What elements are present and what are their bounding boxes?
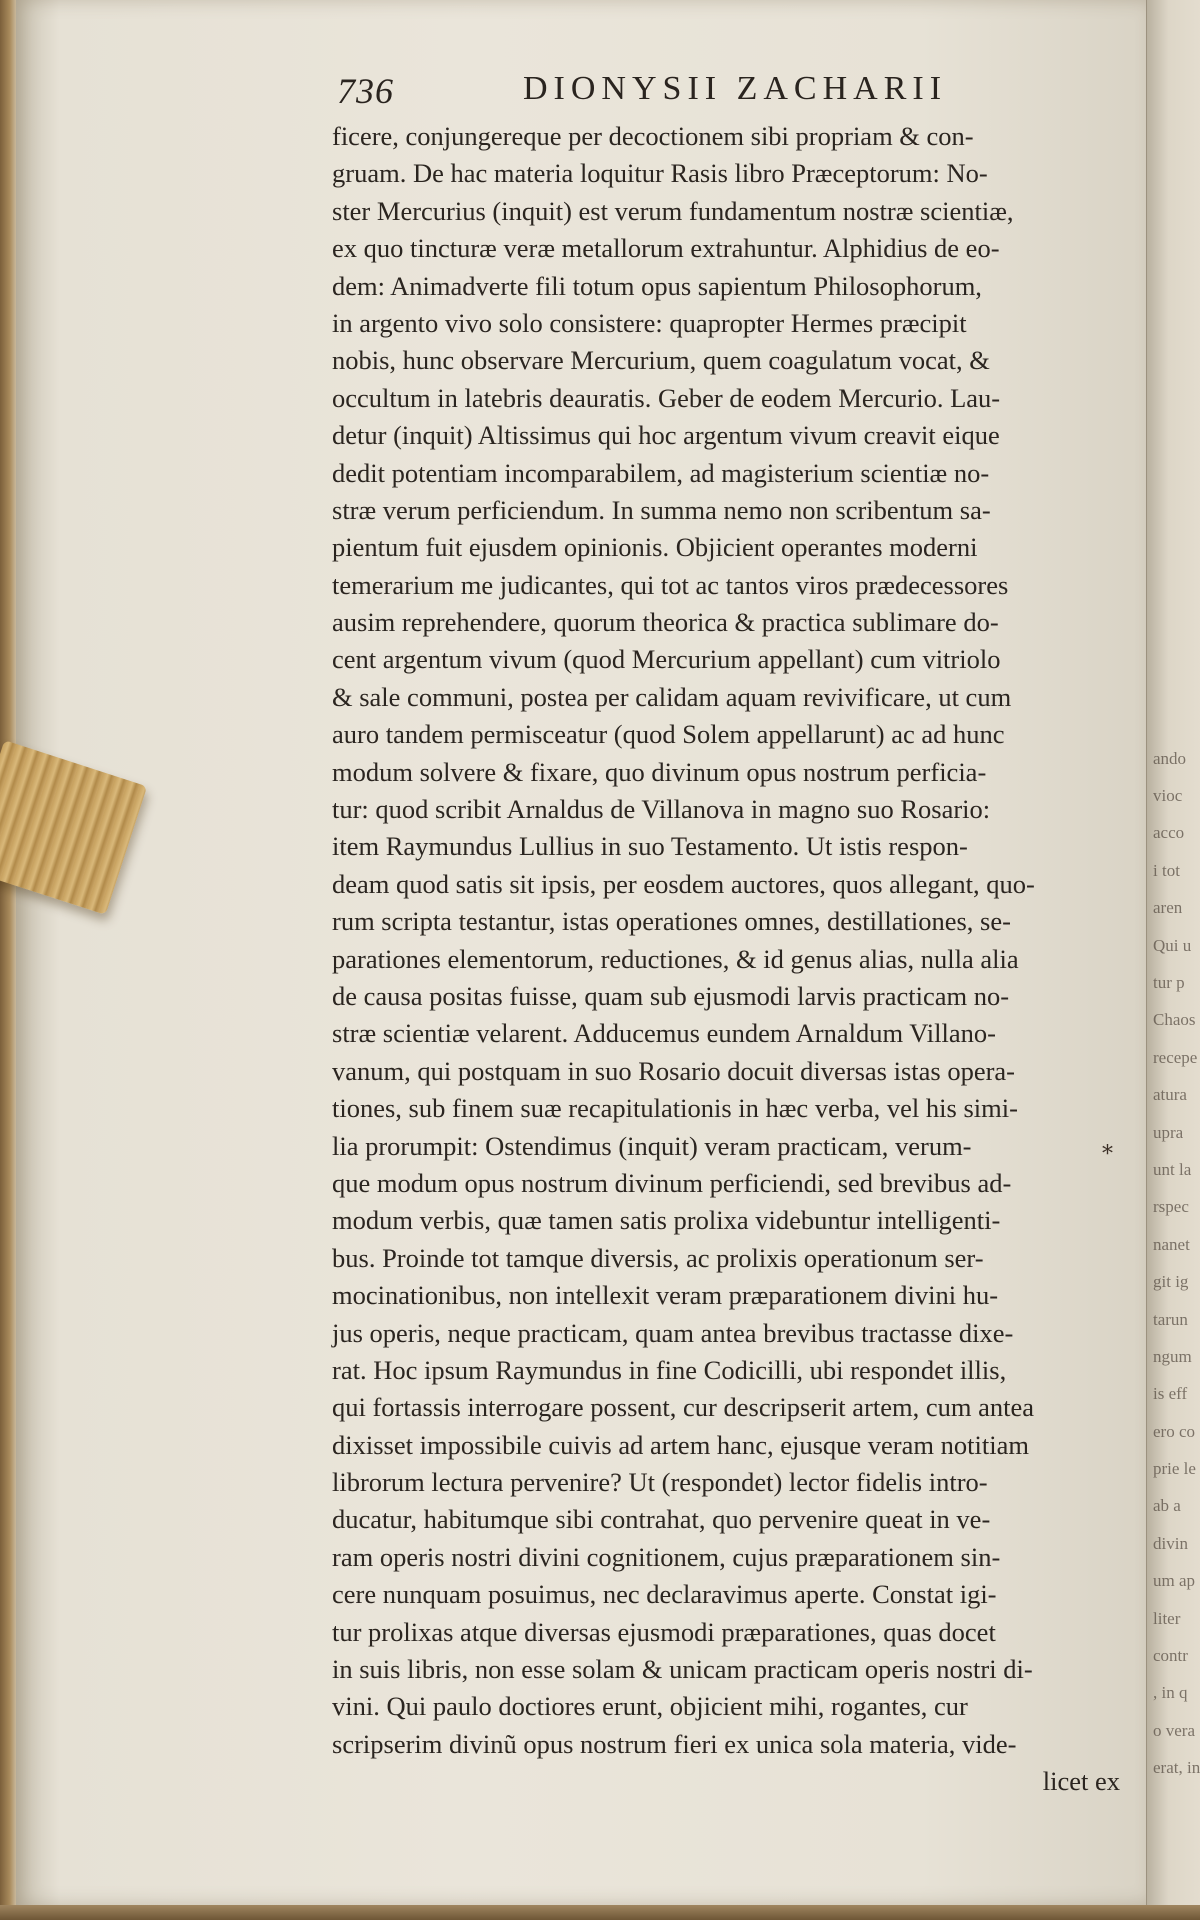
text-line: tur prolixas atque diversas ejusmodi præparationes, quas docet: [332, 1616, 996, 1647]
text-line: stræ verum perficiendum. In summa nemo non scribentum sa-: [332, 494, 991, 525]
text-line: qui fortassis interrogare possent, cur descripserit artem, cum antea: [332, 1392, 1035, 1423]
next-page-fragment: [1147, 702, 1200, 739]
page-leaf: [14, 0, 1146, 1905]
text-line: modum solvere & fixare, quo divinum opus nostrum perficia-: [332, 756, 987, 787]
next-page-fragment: tur p: [1153, 972, 1185, 992]
text-line: & sale communi, postea per calidam aquam revivificare, ut cum: [332, 681, 1012, 712]
next-page-fragment: contr: [1153, 1646, 1188, 1666]
next-page-fragments: [1147, 104, 1200, 1787]
text-line: ausim reprehendere, quorum theorica & practica sublimare do-: [332, 607, 999, 638]
next-page-fragment: [1147, 627, 1200, 664]
next-page-fragment: o vera: [1153, 1720, 1196, 1740]
next-page-fragment: rspec: [1153, 1197, 1189, 1217]
next-page-fragment: [1147, 478, 1200, 515]
ink-mark: *: [1102, 1142, 1113, 1167]
next-page-fragment: recepe: [1153, 1047, 1198, 1067]
text-line: temerarium me judicantes, qui tot ac tantos viros prædecessores: [332, 569, 1009, 600]
next-page-fragment: Qui u: [1153, 935, 1192, 955]
page-number: 736: [337, 71, 394, 111]
text-line: tiones, sub finem suæ recapitulationis in hæc verba, vel his simi-: [332, 1093, 1018, 1124]
running-head: [337, 70, 977, 112]
next-page-fragment: [1147, 441, 1200, 478]
next-page-fragment: ando: [1153, 748, 1187, 768]
next-page-fragment: divin: [1153, 1533, 1188, 1553]
next-page-fragment: [1147, 328, 1200, 365]
running-title: DIONYSII ZACHARII: [523, 70, 948, 107]
next-page-fragment: ero co: [1153, 1421, 1196, 1441]
text-line: pientum fuit ejusdem opinionis. Objicient operantes moderni: [332, 532, 978, 563]
next-page-fragment: acco: [1153, 823, 1185, 843]
text-line: detur (inquit) Altissimus qui hoc argentum vivum creavit eique: [332, 420, 1000, 451]
next-page-fragment: liter: [1153, 1608, 1181, 1628]
text-line: mocinationibus, non intellexit veram præparationem divini hu-: [332, 1280, 999, 1311]
next-page-fragment: git ig: [1153, 1272, 1189, 1292]
text-line: librorum lectura pervenire? Ut (respondet) lector fidelis intro-: [332, 1467, 988, 1498]
text-line: ex quo tincturæ veræ metallorum extrahuntur. Alphidius de eo-: [332, 233, 1000, 264]
text-line: cent argentum vivum (quod Mercurium appellant) cum vitriolo: [332, 644, 1001, 675]
text-line: ster Mercurius (inquit) est verum fundamentum nostræ scientiæ,: [332, 195, 1014, 226]
next-page-fragment: ngum: [1153, 1346, 1192, 1366]
next-page-fragment: prie le: [1153, 1459, 1196, 1479]
text-line: vini. Qui paulo doctiores erunt, objicient mihi, rogantes, cur: [332, 1691, 968, 1722]
next-page-fragment: , in q: [1153, 1683, 1188, 1703]
text-line: parationes elementorum, reductiones, & id genus alias, nulla alia: [332, 943, 1019, 974]
next-page-fragment: [1147, 104, 1200, 141]
text-line: licet ex: [1042, 1766, 1120, 1797]
next-page-fragment: vioc: [1153, 786, 1183, 806]
text-line: ficere, conjungereque per decoctionem sibi propriam & con-: [332, 121, 974, 151]
text-line: modum verbis, quæ tamen satis prolixa videbuntur intelligenti-: [332, 1205, 1001, 1236]
next-page-fragment: [1147, 515, 1200, 552]
text-line: item Raymundus Lullius in suo Testamento. Ut istis respon-: [332, 831, 968, 862]
text-line: in suis libris, non esse solam & unicam practicam operis nostri di-: [332, 1654, 1033, 1685]
text-line: deam quod satis sit ipsis, per eosdem auctores, quos allegant, quo-: [332, 868, 1035, 899]
text-line: in argento vivo solo consistere: quapropter Hermes præcipit: [332, 307, 967, 338]
text-line: vanum, qui postquam in suo Rosario docuit diversas istas opera-: [332, 1055, 1016, 1086]
text-line: bus. Proinde tot tamque diversis, ac prolixis operationum ser-: [332, 1242, 984, 1273]
text-line: cere nunquam posuimus, nec declaravimus aperte. Constat igi-: [332, 1579, 997, 1610]
text-line: occultum in latebris deauratis. Geber de eodem Mercurio. Lau-: [332, 382, 1001, 413]
text-line: rum scripta testantur, istas operationes omnes, destillationes, se-: [332, 906, 1011, 937]
next-page-fragment: [1147, 665, 1200, 702]
next-page-fragment: um ap: [1153, 1571, 1196, 1591]
text-line: rat. Hoc ipsum Raymundus in fine Codicilli, ubi respondet illis,: [332, 1354, 1007, 1385]
text-line: stræ scientiæ velarent. Adducemus eundem Arnaldum Villano-: [332, 1018, 996, 1049]
next-page-fragment: [1147, 553, 1200, 590]
text-line: scripserim divinũ opus nostrum fieri ex unica sola materia, vide-: [332, 1728, 1017, 1759]
text-line: dedit potentiam incomparabilem, ad magisterium scientiæ no-: [332, 457, 990, 488]
text-line: dem: Animadverte fili totum opus sapientum Philosophorum,: [332, 270, 982, 301]
next-page-fragment: unt la: [1153, 1159, 1192, 1179]
bottom-edge: [0, 1905, 1200, 1920]
next-page-edge: [1146, 0, 1200, 1920]
next-page-fragment: [1147, 590, 1200, 627]
text-line: ram operis nostri divini cognitionem, cujus præparationem sin-: [332, 1541, 1001, 1572]
next-page-fragment: [1147, 403, 1200, 440]
next-page-fragment: [1147, 291, 1200, 328]
text-line: que modum opus nostrum divinum perficiendi, sed brevibus ad-: [332, 1167, 1012, 1198]
text-line: auro tandem permisceatur (quod Solem appellarunt) ac ad hunc: [332, 719, 1005, 750]
text-line: tur: quod scribit Arnaldus de Villanova in magno suo Rosario:: [332, 794, 991, 825]
next-page-fragment: [1147, 254, 1200, 291]
text-line: nobis, hunc observare Mercurium, quem coagulatum vocat, &: [332, 345, 990, 376]
next-page-fragment: erat, in: [1153, 1758, 1200, 1778]
next-page-fragment: [1147, 141, 1200, 178]
next-page-fragment: ab a: [1153, 1496, 1181, 1516]
body-text: [332, 118, 1144, 1801]
next-page-fragment: is eff: [1153, 1384, 1188, 1404]
next-page-fragment: atura: [1153, 1085, 1187, 1105]
next-page-fragment: Chaos: [1153, 1010, 1196, 1030]
text-line: lia prorumpit: Ostendimus (inquit) veram practicam, verum-: [332, 1130, 972, 1161]
text-line: de causa positas fuisse, quam sub ejusmodi larvis practicam no-: [332, 980, 1010, 1011]
text-line: ducatur, habitumque sibi contrahat, quo pervenire queat in ve-: [332, 1504, 991, 1535]
text-line: dixisset impossibile cuivis ad artem hanc, ejusque veram notitiam: [332, 1429, 1029, 1460]
next-page-fragment: [1147, 216, 1200, 253]
next-page-fragment: upra: [1153, 1122, 1184, 1142]
text-line: jus operis, neque practicam, quam antea brevibus tractasse dixe-: [332, 1317, 1014, 1348]
next-page-fragment: aren: [1153, 898, 1183, 918]
next-page-fragment: nanet: [1153, 1234, 1190, 1254]
binding-edge: [0, 0, 16, 1920]
next-page-fragment: [1147, 366, 1200, 403]
next-page-fragment: [1147, 179, 1200, 216]
next-page-fragment: i tot: [1153, 860, 1180, 880]
next-page-fragment: tarun: [1153, 1309, 1188, 1329]
text-line: gruam. De hac materia loquitur Rasis libro Præceptorum: No-: [332, 158, 988, 189]
